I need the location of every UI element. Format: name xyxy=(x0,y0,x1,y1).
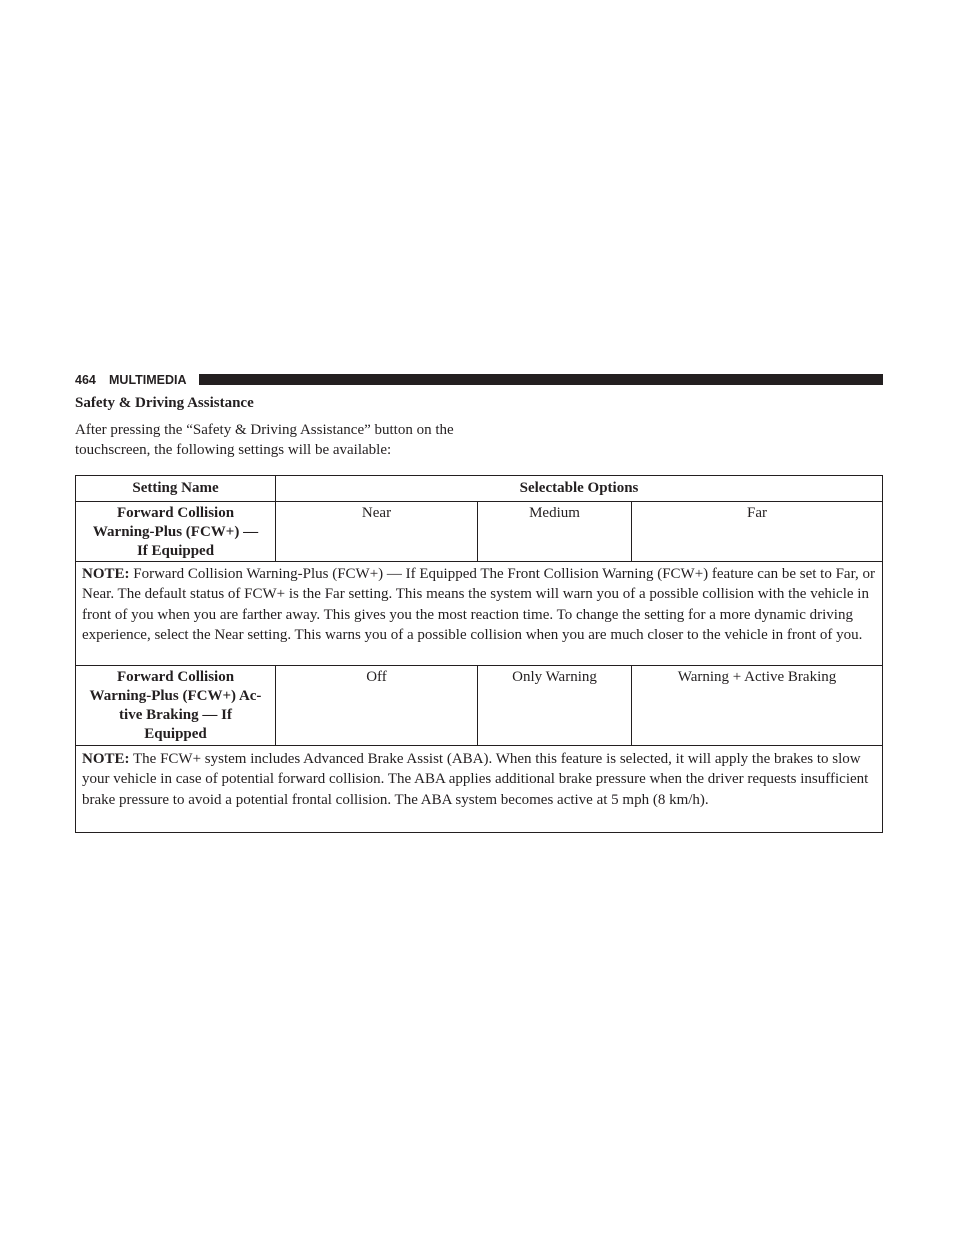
option-only-warning: Only Warning xyxy=(512,669,597,685)
note-fcw xyxy=(82,564,880,645)
note-label: NOTE: xyxy=(82,751,130,767)
note-text: The FCW+ system includes Advanced Brake Assist (ABA). When this feature is selected, it will apply the brakes to slow your vehicle in case of potential forward collision. The ABA applies additional brake pressure when the driver requests insufficient brake pressure to avoid a potential frontal collision. The ABA system becomes active at 5 mph (8 km/h). xyxy=(82,751,869,808)
header-rule xyxy=(199,374,883,385)
intro-paragraph: After pressing the “Safety & Driving Assistance” button on the touchscreen, the following settings will be available: xyxy=(75,422,454,458)
option-near: Near xyxy=(361,505,392,521)
table-rule xyxy=(76,745,882,746)
table-rule xyxy=(76,665,882,666)
note-text: Forward Collision Warning-Plus (FCW+) — If Equipped The Front Collision Warning (FCW+) feature can be set to Far, or Near. The default status of FCW+ is the Far setting. This means the system will warn you of a possible collision with the vehicle in front of you when you are farther away. This gives you the most reaction time. To change the setting for a more dynamic driving experience, select the Near setting. This warns you of a possible collision when you are much closer to the vehicle in front of you. xyxy=(82,566,875,643)
option-warning-active-braking: Warning + Active Braking xyxy=(677,669,837,685)
column-header-setting-name: Setting Name xyxy=(132,480,219,496)
option-far: Far xyxy=(747,505,767,521)
setting-name-fcw: Forward Collision Warning-Plus (FCW+) — If Equipped xyxy=(92,505,259,559)
table-rule xyxy=(76,561,882,562)
section-title: MULTIMEDIA xyxy=(109,373,187,387)
option-off: Off xyxy=(366,669,387,685)
section-heading: Safety & Driving Assistance xyxy=(75,395,254,411)
note-label: NOTE: xyxy=(82,566,130,582)
page-header xyxy=(75,373,883,387)
note-aba xyxy=(82,749,880,810)
column-header-selectable-options: Selectable Options xyxy=(519,480,639,496)
page-number: 464 xyxy=(75,373,96,387)
option-medium: Medium xyxy=(529,505,580,521)
setting-name-fcw-active-braking: Forward Collision Warning-Plus (FCW+) Ac- tive Braking — If Equipped xyxy=(89,669,262,742)
settings-table xyxy=(75,475,883,833)
table-rule xyxy=(76,501,882,502)
